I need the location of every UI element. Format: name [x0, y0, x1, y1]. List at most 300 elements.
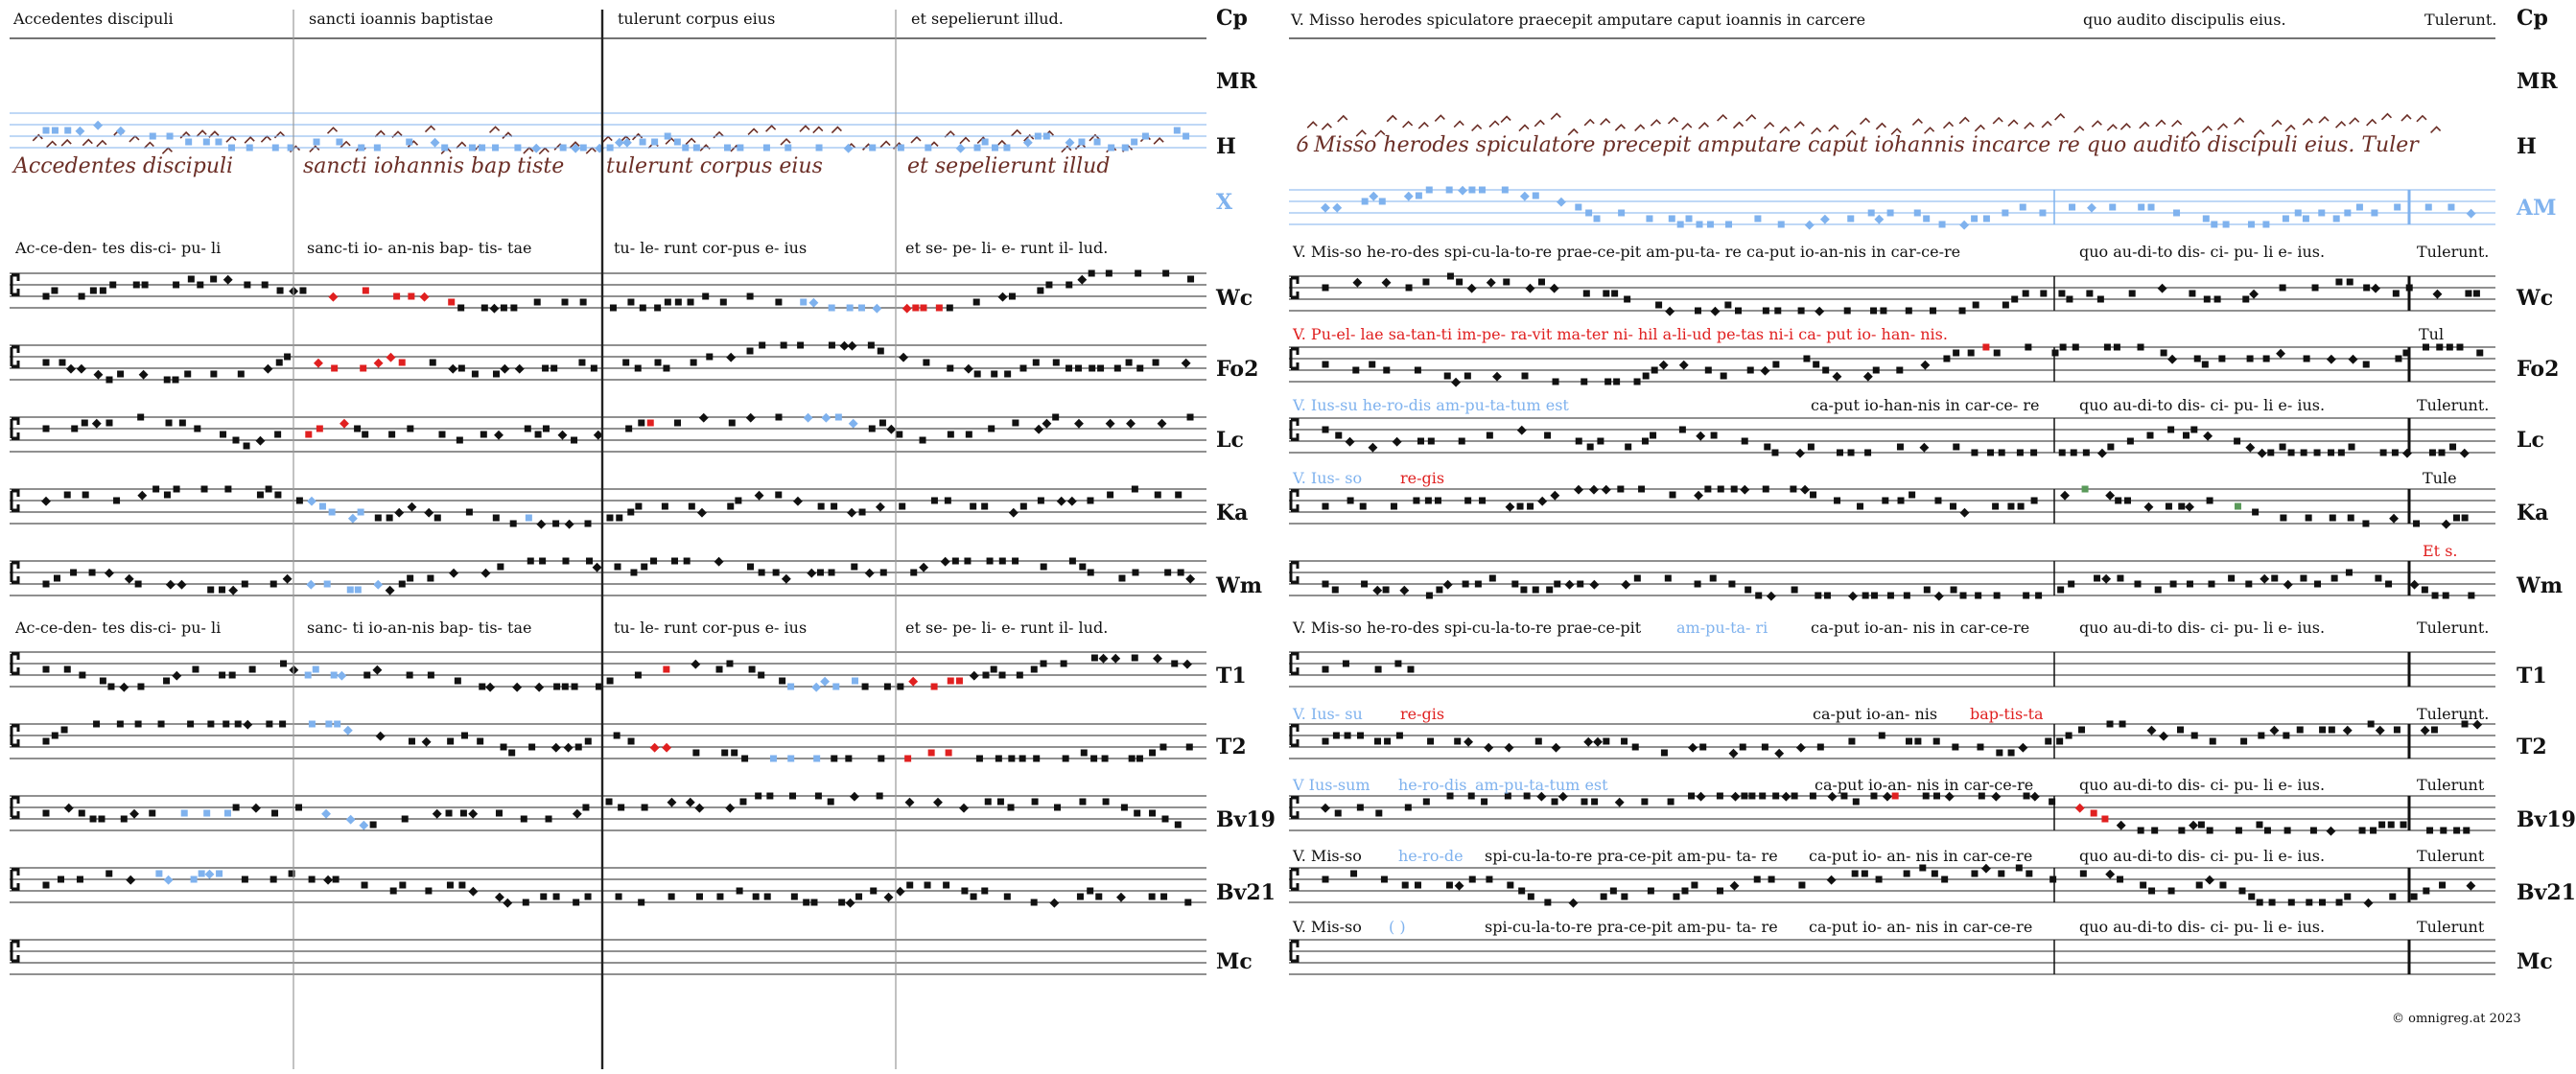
neume-note	[1710, 575, 1717, 582]
neume-note	[1837, 450, 1843, 456]
neume-note	[2330, 515, 2336, 522]
neume-note	[2310, 828, 2317, 834]
neume-mark	[1780, 128, 1790, 133]
neume-note	[1486, 876, 1492, 883]
neume-note	[1795, 449, 1805, 458]
neume-note	[1992, 503, 1999, 510]
neume-note	[1730, 881, 1740, 891]
neume-note	[1067, 497, 1077, 506]
neume-note	[1347, 498, 1354, 504]
neume-note	[1611, 291, 1618, 297]
neume-note	[390, 888, 397, 895]
neume-note	[1761, 366, 1770, 376]
neume-note	[943, 882, 949, 889]
neume-note	[1404, 192, 1414, 201]
neume-note	[1435, 498, 1441, 504]
neume-note	[845, 756, 852, 762]
neume-note	[1533, 587, 1539, 594]
neume-note	[1323, 876, 1329, 883]
staff-lc	[10, 413, 1206, 452]
staff-fo2	[10, 341, 1206, 384]
neume-note	[283, 574, 293, 584]
neume-note	[105, 569, 114, 578]
neume-note	[1323, 666, 1329, 673]
neume-note	[43, 738, 50, 745]
neume-note	[1862, 593, 1869, 599]
neume-note	[1518, 888, 1525, 895]
neume-note	[1591, 799, 1598, 806]
neume-note	[2242, 296, 2249, 303]
lyric-bv19-0: V Ius-sum	[1293, 776, 1370, 794]
neume-note	[785, 145, 791, 152]
lyric-fo2-1: Tul	[2419, 325, 2445, 343]
neume-note	[1528, 894, 1534, 900]
neume-note	[956, 144, 966, 153]
neume-note	[2319, 727, 2326, 734]
r-staff-t1	[1289, 652, 2495, 687]
neume-note	[1492, 372, 1502, 382]
neume-note	[614, 733, 621, 739]
neume-mark	[180, 132, 190, 138]
neume-note	[1820, 215, 1830, 224]
neume-note	[266, 486, 272, 493]
neume-mark	[2107, 125, 2117, 130]
neume-note	[2394, 204, 2400, 211]
neume-note	[284, 354, 291, 361]
neume-note	[1813, 362, 1819, 368]
left-header-2: sancti ioannis baptistae	[309, 10, 494, 28]
neume-note	[1951, 587, 1957, 594]
neume-note	[2269, 899, 2276, 906]
neume-note	[1898, 498, 1905, 504]
neume-note	[59, 360, 65, 366]
neume-note	[1688, 793, 1695, 800]
neume-note	[2202, 362, 2209, 368]
neume-note	[787, 756, 794, 762]
neume-note	[606, 515, 613, 522]
neume-note	[1791, 793, 1798, 800]
neume-note	[2039, 210, 2046, 217]
neume-note	[638, 899, 644, 906]
neume-note	[2328, 450, 2334, 456]
neume-note	[689, 503, 695, 510]
source-label-bv21: Bv21	[1216, 880, 1276, 905]
neume-note	[876, 502, 885, 512]
lyric-t1-3: quo au-di-to dis- ci- pu- li e- ius.	[2079, 619, 2326, 637]
neume-note	[2190, 427, 2197, 433]
neume-note	[223, 275, 233, 285]
lyric-ka-2: Tule	[2423, 469, 2457, 487]
r-staff-ka	[1289, 485, 2495, 529]
neume-note	[2205, 876, 2214, 885]
neume-note	[737, 888, 743, 895]
neume-note	[1772, 362, 1779, 368]
neume-note	[553, 684, 560, 690]
neume-mark	[2074, 127, 2084, 132]
neume-note	[2066, 296, 2073, 303]
neume-note	[1149, 894, 1156, 900]
neume-note	[933, 798, 943, 807]
neume-note	[2249, 290, 2259, 299]
r-staff-bv19	[1289, 792, 2495, 836]
neume-note	[1116, 893, 1126, 902]
neume-mark	[1307, 122, 1317, 128]
neume-note	[1778, 222, 1785, 228]
neume-mark	[61, 140, 71, 146]
neume-note	[625, 426, 632, 432]
neume-note	[880, 570, 887, 576]
neume-note	[386, 353, 396, 362]
neume-note	[1597, 438, 1604, 445]
neume-note	[107, 684, 114, 690]
neume-mark	[748, 128, 758, 134]
neume-note	[1575, 204, 1581, 211]
neume-note	[2449, 444, 2456, 451]
neume-note	[2196, 882, 2203, 889]
neume-note	[1742, 438, 1748, 445]
neume-note	[399, 360, 406, 366]
neume-note	[58, 876, 64, 883]
neume-note	[207, 587, 214, 594]
neume-note	[1691, 882, 1698, 889]
neume-note	[1550, 491, 1559, 501]
neume-note	[582, 805, 589, 811]
neume-note	[2056, 738, 2063, 745]
neume-note	[2002, 210, 2008, 217]
neume-note	[1183, 133, 1189, 140]
neume-note	[402, 816, 409, 823]
neume-note	[607, 678, 614, 685]
neume-note	[2466, 881, 2475, 891]
neume-note	[1517, 503, 1524, 510]
neume-note	[306, 580, 316, 590]
neume-note	[691, 660, 700, 669]
staff-wm	[10, 557, 1206, 595]
neume-mark	[1551, 113, 1560, 119]
neume-note	[1132, 570, 1138, 576]
neume-note	[2002, 302, 2009, 309]
neume-note	[877, 793, 883, 800]
right-source-label-bv21: Bv21	[2517, 880, 2576, 905]
right-manuscript-text: ỽ Misso herodes spiculatore precepit amputare caput iohannis incarce re quo audito discipuli eius. Tuler	[1295, 133, 2419, 157]
neume-note	[1822, 367, 1829, 374]
neume-note	[535, 432, 542, 438]
neume-note	[333, 876, 340, 883]
neume-note	[1503, 279, 1510, 286]
neume-mark	[1993, 118, 2002, 124]
neume-note	[373, 580, 383, 590]
lyric-lc-0: V. Ius-su he-ro-dis am-pu-ta-tum est	[1293, 396, 1569, 414]
neume-note	[847, 305, 854, 312]
neume-note	[674, 420, 681, 427]
source-label-bv19: Bv19	[1216, 807, 1276, 832]
neume-note	[946, 750, 952, 757]
neume-note	[923, 360, 929, 366]
neume-note	[329, 509, 336, 516]
neume-note	[1848, 450, 1855, 456]
neume-note	[1707, 222, 1714, 228]
neume-note	[1920, 361, 1930, 370]
neume-note	[1731, 792, 1741, 802]
neume-note	[296, 498, 303, 504]
neume-note	[571, 437, 577, 444]
neume-note	[331, 365, 338, 372]
neume-note	[1601, 894, 1607, 900]
neume-note	[203, 810, 210, 817]
neume-note	[534, 299, 541, 306]
neume-note	[203, 139, 210, 146]
neume-note	[585, 521, 592, 527]
neume-note	[791, 894, 798, 900]
neume-note	[642, 805, 648, 811]
neume-note	[1771, 450, 1778, 456]
neume-note	[1033, 756, 1040, 762]
lyric-wc-2: Tulerunt.	[2417, 243, 2490, 261]
neume-mark	[261, 136, 270, 142]
neume-note	[1444, 373, 1451, 380]
neume-mark	[2350, 118, 2359, 124]
neume-note	[878, 348, 884, 355]
left-lyrics-a-3: tu- le- runt cor-pus e- ius	[614, 239, 808, 257]
neume-note	[1033, 360, 1040, 366]
neume-note	[2432, 593, 2439, 599]
neume-note	[970, 503, 976, 510]
neume-note	[2463, 828, 2470, 834]
neume-note	[386, 515, 393, 522]
neume-note	[1882, 498, 1888, 504]
neume-note	[870, 888, 877, 895]
neume-note	[228, 586, 238, 595]
neume-note	[1537, 497, 1547, 506]
neume-note	[224, 486, 231, 493]
neume-note	[1699, 744, 1706, 751]
neume-note	[560, 145, 567, 152]
neume-note	[348, 514, 358, 524]
neume-note	[847, 508, 856, 518]
left-manuscript-text-4: et sepelierunt illud	[907, 154, 1111, 178]
neume-note	[1332, 587, 1339, 594]
right-source-label-t1: T1	[2517, 664, 2547, 689]
neume-note	[363, 672, 370, 679]
neume-note	[1745, 587, 1751, 594]
neume-note	[515, 364, 525, 374]
neume-note	[1909, 492, 1915, 499]
neume-note	[1323, 503, 1329, 510]
neume-mark	[813, 128, 823, 133]
neume-note	[166, 580, 176, 590]
neume-note	[116, 127, 126, 136]
neume-note	[2114, 344, 2120, 351]
neume-note	[1852, 871, 1859, 877]
neume-mark	[1975, 126, 1984, 131]
neume-note	[1953, 350, 1959, 357]
neume-note	[675, 299, 682, 306]
neume-note	[43, 666, 50, 673]
neume-note	[90, 288, 97, 294]
neume-note	[408, 502, 417, 512]
neume-note	[1527, 503, 1534, 510]
neume-note	[2436, 344, 2443, 351]
neume-note	[2258, 449, 2267, 458]
neume-note	[2389, 894, 2396, 900]
staff-ka	[10, 486, 1206, 529]
neume-note	[1081, 750, 1088, 757]
neume-note	[2138, 344, 2144, 351]
neume-note	[1361, 581, 1368, 588]
neume-note	[420, 292, 430, 302]
neume-note	[578, 360, 585, 366]
lyric-fo2-0: V. Pu-el- lae sa-tan-ti im-pe- ra-vit ma-ter ni- hil a-li-ud pe-tas ni-i ca- put io- han- nis.	[1293, 325, 1948, 343]
neume-note	[1960, 593, 1967, 599]
neume-note	[800, 299, 807, 306]
neume-note	[197, 282, 203, 289]
neume-note	[1950, 503, 1956, 510]
neume-note	[1079, 799, 1086, 806]
neume-note	[2258, 733, 2264, 739]
neume-note	[1704, 486, 1711, 493]
neume-mark	[2417, 116, 2426, 122]
neume-note	[1971, 216, 1978, 222]
neume-note	[1879, 733, 1885, 739]
neume-note	[2385, 581, 2392, 588]
lyric-lc-3: Tulerunt.	[2417, 396, 2490, 414]
neume-note	[1427, 738, 1434, 745]
neume-note	[407, 575, 413, 582]
neume-note	[1479, 498, 1486, 504]
neume-note	[755, 793, 761, 800]
neume-note	[1034, 425, 1043, 434]
r-staff-lc	[1289, 418, 2495, 458]
neume-mark	[1338, 116, 1347, 122]
neume-note	[775, 414, 782, 421]
neume-note	[279, 721, 286, 728]
neume-note	[461, 733, 468, 739]
neume-note	[1454, 738, 1461, 745]
neume-note	[803, 899, 809, 906]
neume-note	[192, 666, 199, 673]
neume-note	[655, 360, 662, 366]
neume-mark	[2303, 119, 2312, 125]
neume-note	[2314, 581, 2321, 588]
neume-note	[948, 678, 954, 685]
neume-mark	[1959, 118, 1969, 124]
lyric-mc-4: quo au-di-to dis- ci- pu- li e- ius.	[2079, 918, 2326, 936]
neume-note	[1642, 438, 1649, 445]
neume-note	[647, 420, 654, 427]
neume-note	[2049, 799, 2055, 806]
neume-note	[2453, 828, 2460, 834]
neume-note	[1159, 744, 1166, 751]
neume-note	[585, 738, 592, 745]
neume-note	[1187, 414, 1194, 421]
neume-note	[696, 894, 703, 900]
source-label-t2: T2	[1216, 735, 1247, 759]
neume-note	[753, 894, 760, 900]
neume-note	[64, 128, 71, 134]
neume-note	[2257, 899, 2263, 906]
r-staff-mc	[1289, 940, 2495, 974]
neume-note	[945, 498, 951, 504]
neume-note	[1544, 432, 1551, 439]
neume-note	[172, 671, 181, 681]
neume-mark	[781, 139, 790, 145]
lyric-mc-1: ( )	[1389, 918, 1406, 936]
neume-note	[2329, 727, 2335, 734]
neume-note	[2304, 356, 2310, 362]
neume-note	[1399, 586, 1409, 595]
lyric-t1-1: am-pu-ta- ri	[1676, 619, 1768, 637]
neume-note	[119, 683, 129, 692]
neume-note	[1077, 894, 1084, 900]
neume-note	[987, 558, 994, 565]
neume-note	[1090, 756, 1097, 762]
neume-note	[999, 558, 1006, 565]
neume-note	[1458, 186, 1467, 196]
neume-note	[1585, 210, 1592, 217]
neume-note	[1932, 871, 1938, 877]
neume-note	[307, 497, 316, 506]
neume-note	[409, 738, 415, 745]
neume-note	[1075, 365, 1082, 372]
neume-note	[489, 304, 499, 314]
neume-note	[184, 371, 191, 378]
neume-note	[1665, 307, 1674, 316]
neume-note	[2025, 344, 2031, 351]
lyric-bv19-3: ca-put io-an- nis in car-ce-re	[1815, 776, 2034, 794]
neume-mark	[1387, 116, 1396, 122]
neume-note	[1396, 733, 1403, 739]
neume-note	[1417, 438, 1424, 445]
lyric-t1-0: V. Mis-so he-ro-des spi-cu-la-to-re prae-ce-pit	[1293, 619, 1642, 637]
neume-note	[650, 743, 660, 753]
neume-note	[1045, 282, 1052, 289]
neume-note	[884, 684, 891, 690]
neume-note	[263, 364, 272, 374]
right-source-labels	[2516, 6, 2576, 974]
neume-note	[2194, 356, 2201, 362]
neume-note	[2425, 204, 2432, 211]
neume-note	[627, 509, 634, 516]
neume-note	[309, 721, 316, 728]
neume-note	[540, 894, 547, 900]
neume-note	[2314, 450, 2321, 456]
neume-note	[2173, 210, 2180, 217]
neume-note	[431, 138, 440, 148]
neume-note	[808, 298, 818, 308]
neume-note	[775, 299, 782, 306]
neume-note	[2148, 888, 2155, 895]
neume-note	[663, 666, 669, 673]
neume-note	[1808, 444, 1815, 451]
neume-note	[747, 348, 754, 355]
neume-note	[635, 503, 642, 510]
neume-mark	[1534, 121, 1544, 127]
neume-note	[2147, 726, 2157, 735]
neume-note	[2306, 515, 2312, 522]
neume-note	[716, 666, 723, 673]
neume-note	[869, 145, 876, 152]
neume-note	[1375, 810, 1382, 817]
neume-note	[1977, 744, 1983, 751]
neume-note	[494, 431, 503, 440]
neume-note	[1103, 799, 1110, 806]
neume-note	[1924, 587, 1931, 594]
neume-note	[878, 756, 884, 762]
neume-note	[51, 288, 58, 294]
neume-note	[2178, 828, 2185, 834]
left-lyrics-a-1: Ac-ce-den- tes dis-ci- pu- li	[15, 239, 222, 257]
neume-note	[2129, 291, 2136, 297]
